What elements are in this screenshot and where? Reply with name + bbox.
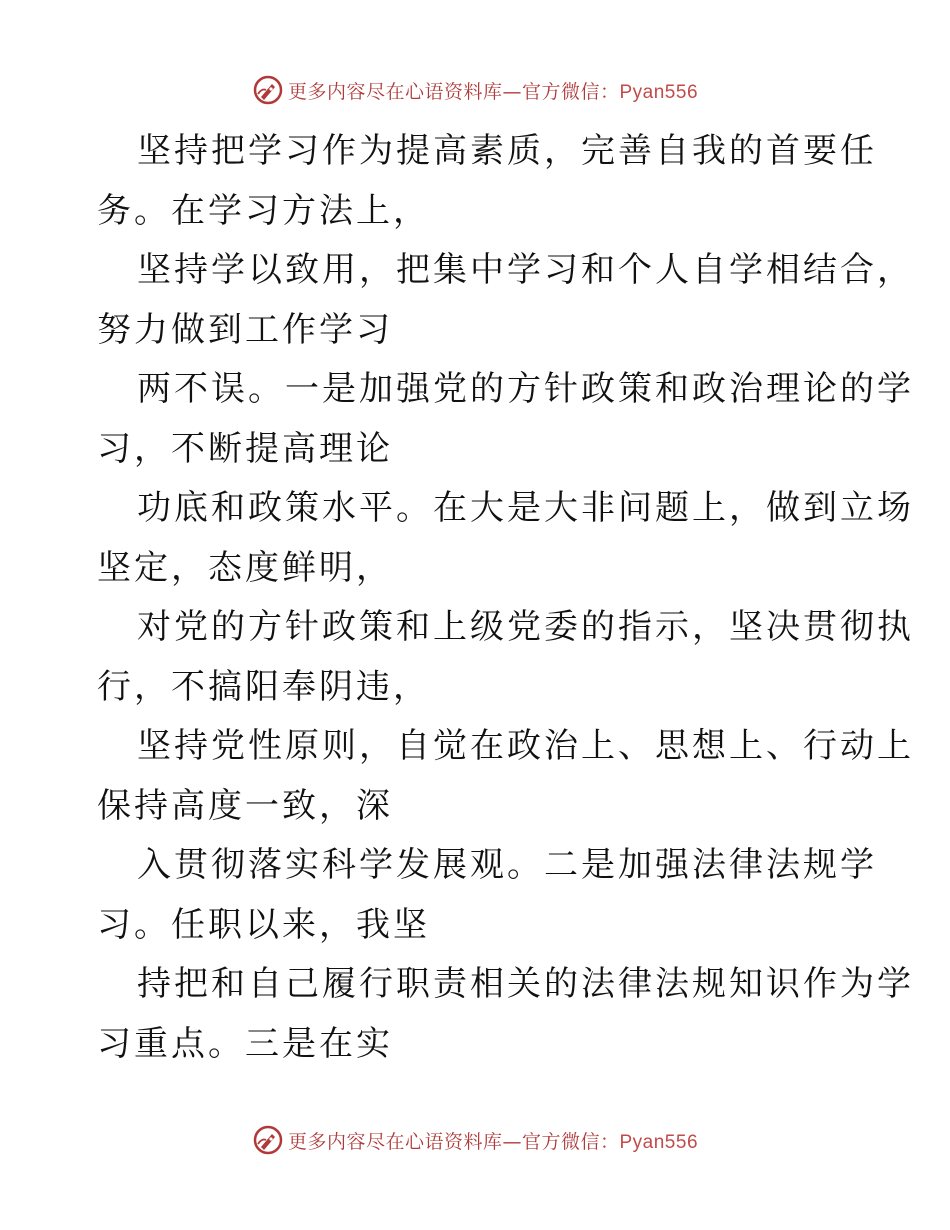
watermark-wechat-id: Pyan556: [619, 1131, 699, 1153]
body-line: 坚持党性原则，自觉在政治上、思想上、行动上: [137, 726, 914, 766]
body-line: 习重点。三是在实: [97, 1023, 393, 1064]
body-line: 保持高度一致，深: [97, 785, 393, 826]
body-line: 功底和政策水平。在大是大非问题上，做到立场: [137, 488, 914, 528]
document-body: [97, 122, 914, 1074]
watermark-text: [288, 77, 698, 104]
pen-nib-logo-icon: [252, 74, 284, 106]
watermark-wechat-id: Pyan556: [619, 81, 699, 103]
body-line: 习。任职以来，我坚: [97, 904, 430, 945]
pen-nib-logo-icon: [252, 1124, 284, 1156]
body-line: 坚持把学习作为提高素质，完善自我的首要任: [137, 131, 877, 171]
footer-watermark: [0, 1120, 950, 1160]
body-line: 坚持学以致用，把集中学习和个人自学相结合，: [137, 250, 914, 290]
watermark-wechat-label: 官方微信：: [521, 80, 620, 103]
body-line: 行，不搞阳奉阴违，: [97, 666, 430, 707]
body-line: 坚定，态度鲜明，: [97, 547, 393, 588]
watermark-text: [288, 1127, 698, 1154]
header-watermark: [0, 70, 950, 110]
watermark-separator: —: [502, 80, 522, 103]
body-line: 努力做到工作学习: [97, 309, 393, 350]
watermark-site-text: 更多内容尽在心语资料库: [287, 80, 503, 103]
watermark-site-text: 更多内容尽在心语资料库: [287, 1130, 503, 1153]
body-line: 务。在学习方法上，: [97, 190, 430, 231]
body-line: 对党的方针政策和上级党委的指示，坚决贯彻执: [137, 607, 914, 647]
body-line: 持把和自己履行职责相关的法律法规知识作为学: [137, 964, 914, 1004]
body-line: 两不误。一是加强党的方针政策和政治理论的学: [137, 369, 914, 409]
body-line: 入贯彻落实科学发展观。二是加强法律法规学: [137, 845, 877, 885]
watermark-separator: —: [502, 1130, 522, 1153]
body-line: 习，不断提高理论: [97, 428, 393, 469]
watermark-wechat-label: 官方微信：: [521, 1130, 620, 1153]
